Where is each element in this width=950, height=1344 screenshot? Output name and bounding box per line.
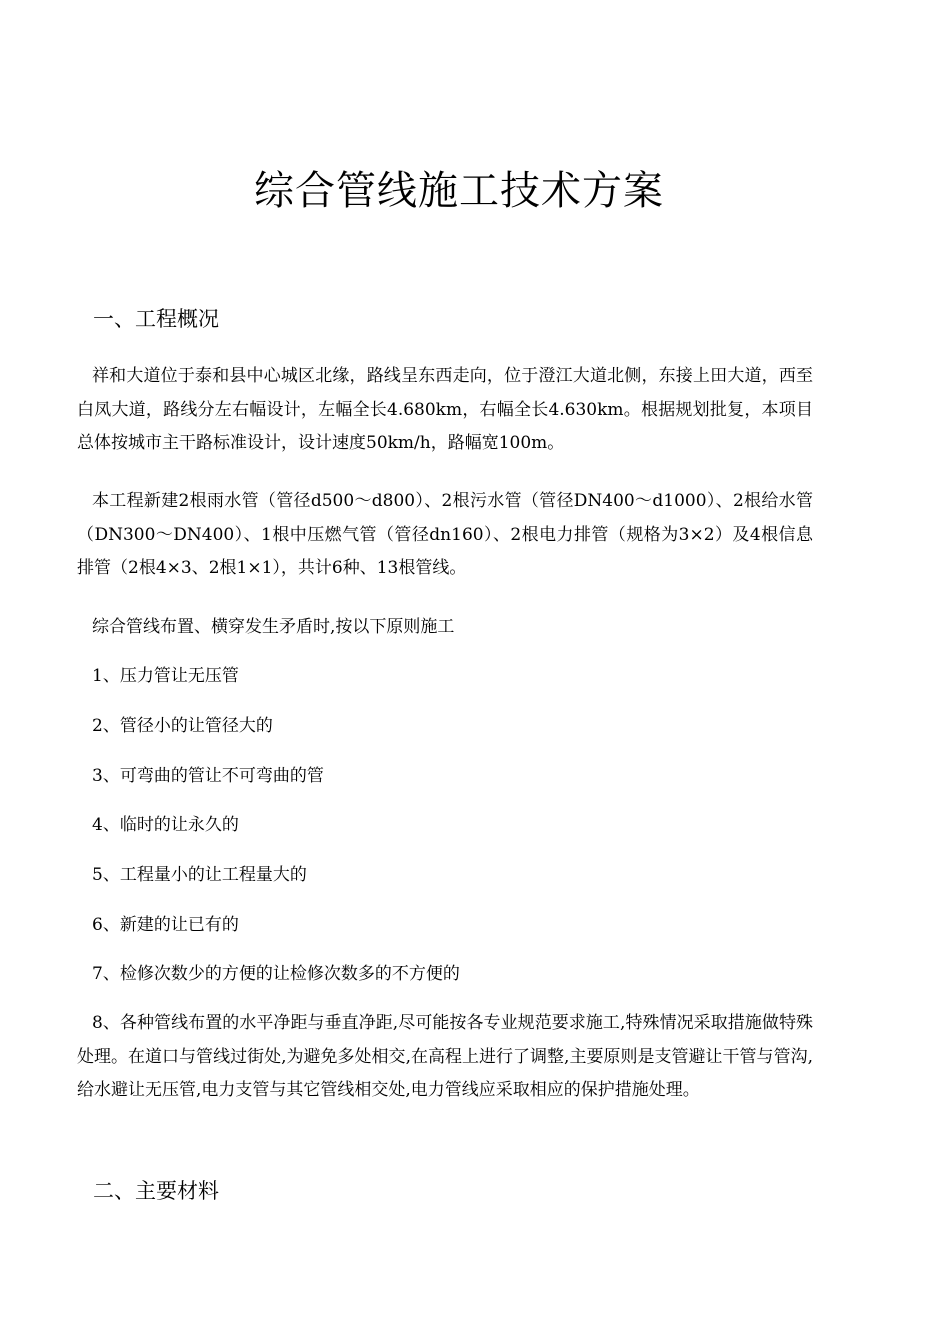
document-title: 综合管线施工技术方案 — [254, 168, 664, 214]
paragraph-principles-intro: 综合管线布置、横穿发生矛盾时,按以下原则施工 — [92, 617, 455, 637]
paragraph-pipeline-list: 本工程新建2根雨水管（管径d500～d800）、2根污水管（管径DN400～d1000）、2根给水管（DN300～DN400）、1根中压燃气管（管径dn160）、2根电力排管（规格为3×2）及4根信息排管（2根4×3、2根1×1），共计6种、13根管线。 — [77, 491, 813, 578]
rule-item-5: 5、工程量小的让工程量大的 — [92, 865, 307, 885]
rule-item-1: 1、压力管让无压管 — [92, 666, 239, 686]
rule-item-8: 8、各种管线布置的水平净距与垂直净距,尽可能按各专业规范要求施工,特殊情况采取措施做特殊处理。在道口与管线过街处,为避免多处相交,在高程上进行了调整,主要原则是支管避让干管与管沟,给水避让无压管,电力支管与其它管线相交处,电力管线应采取相应的保护措施处理。 — [77, 1013, 813, 1100]
rule-item-4: 4、临时的让永久的 — [92, 815, 239, 835]
rule-item-2: 2、管径小的让管径大的 — [92, 716, 273, 736]
rule-item-7: 7、检修次数少的方便的让检修次数多的不方便的 — [92, 964, 460, 984]
section-heading-materials: 二、主要材料 — [93, 1179, 219, 1203]
section-heading-overview: 一、工程概况 — [93, 307, 219, 331]
rule-item-6: 6、新建的让已有的 — [92, 915, 239, 935]
rule-item-3: 3、可弯曲的管让不可弯曲的管 — [92, 766, 324, 786]
paragraph-project-overview: 祥和大道位于泰和县中心城区北缘，路线呈东西走向，位于澄江大道北侧，东接上田大道，西至白凤大道，路线分左右幅设计，左幅全长4.680km，右幅全长4.630km。根据规划批复，本项目总体按城市主干路标准设计，设计速度50km/h，路幅宽100m。 — [77, 366, 813, 453]
